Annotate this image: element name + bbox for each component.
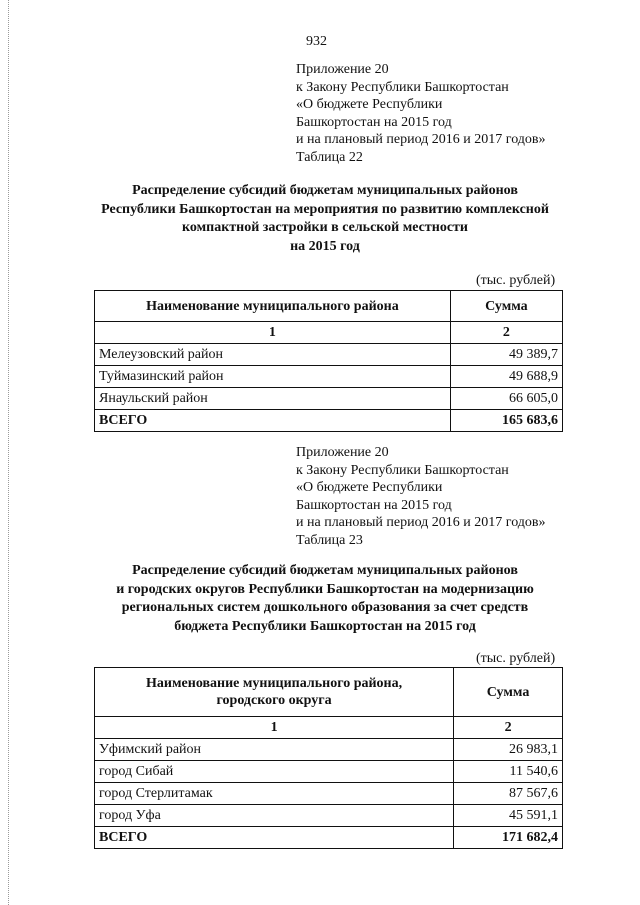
column-header-name	[95, 668, 454, 717]
heading-line: региональных систем дошкольного образования за счет средств	[121, 600, 529, 615]
table-row	[95, 739, 563, 761]
section-heading-1	[60, 182, 590, 256]
table-caption: Таблица 22	[296, 149, 363, 165]
district-name: Янаульский район	[95, 388, 451, 410]
heading-line: Распределение субсидий бюджетам муниципальных районов	[132, 563, 518, 578]
district-name: Мелеузовский район	[95, 344, 451, 366]
heading-line: на 2015 год	[290, 238, 360, 254]
district-sum: 66 605,0	[450, 388, 562, 410]
appendix-block-1	[296, 61, 546, 167]
district-sum: 49 688,9	[450, 366, 562, 388]
appendix-line: к Закону Республики Башкортостан	[296, 462, 509, 478]
column-header-line: Наименование муниципального района,	[146, 676, 403, 691]
heading-line: бюджета Республики Башкортостан на 2015 год	[174, 618, 476, 634]
appendix-line: «О бюджете Республики	[296, 480, 443, 496]
total-sum: 171 682,4	[454, 827, 563, 849]
district-name: Уфимский район	[95, 739, 454, 761]
total-sum: 165 683,6	[450, 410, 562, 432]
district-name: Туймазинский район	[95, 366, 451, 388]
page-number: 932	[306, 34, 327, 49]
heading-line: компактной застройки в сельской местности	[182, 220, 468, 235]
unit-label-2: (тыс. рублей)	[476, 651, 556, 666]
appendix-line: Приложение 20	[296, 62, 389, 77]
district-sum: 11 540,6	[454, 761, 563, 783]
table-row	[95, 366, 563, 388]
heading-line: и городских округов Республики Башкортостан на модернизацию	[116, 581, 534, 597]
total-label: ВСЕГО	[95, 827, 454, 849]
table-header-row	[95, 668, 563, 717]
appendix-line: и на плановый период 2016 и 2017 годов»	[296, 515, 546, 531]
appendix-line: и на плановый период 2016 и 2017 годов»	[296, 132, 546, 148]
appendix-line: Башкортостан на 2015 год	[296, 497, 452, 513]
table-total-row	[95, 410, 563, 432]
district-sum: 26 983,1	[454, 739, 563, 761]
total-label: ВСЕГО	[95, 410, 451, 432]
column-header-sum: Сумма	[450, 291, 562, 322]
table-row	[95, 761, 563, 783]
district-sum: 45 591,1	[454, 805, 563, 827]
unit-label-1: (тыс. рублей)	[476, 273, 556, 288]
column-index: 1	[95, 322, 451, 344]
table-header-row	[95, 291, 563, 322]
table-row	[95, 344, 563, 366]
appendix-block-2	[296, 444, 546, 550]
appendix-line: «О бюджете Республики	[296, 97, 443, 113]
table-row	[95, 805, 563, 827]
column-index: 2	[450, 322, 562, 344]
column-header-line: городского округа	[216, 693, 332, 708]
heading-line: Распределение субсидий бюджетам муниципальных районов	[132, 183, 518, 198]
appendix-line: к Закону Республики Башкортостан	[296, 79, 509, 95]
appendix-line: Башкортостан на 2015 год	[296, 114, 452, 130]
column-header-sum: Сумма	[454, 668, 563, 717]
district-name: город Сибай	[95, 761, 454, 783]
section-heading-2	[60, 562, 590, 636]
scan-edge-line	[8, 0, 10, 905]
column-header-name: Наименование муниципального района	[95, 291, 451, 322]
table-index-row	[95, 322, 563, 344]
district-name: город Стерлитамак	[95, 783, 454, 805]
heading-line: Республики Башкортостан на мероприятия по развитию комплексной	[101, 201, 549, 217]
district-sum: 87 567,6	[454, 783, 563, 805]
subsidy-table-2	[94, 667, 563, 849]
table-row	[95, 388, 563, 410]
table-index-row	[95, 717, 563, 739]
district-sum: 49 389,7	[450, 344, 562, 366]
appendix-line: Приложение 20	[296, 445, 389, 460]
subsidy-table-1	[94, 290, 563, 432]
table-total-row	[95, 827, 563, 849]
column-index: 2	[454, 717, 563, 739]
table-row	[95, 783, 563, 805]
column-index: 1	[95, 717, 454, 739]
table-caption: Таблица 23	[296, 532, 363, 548]
district-name: город Уфа	[95, 805, 454, 827]
